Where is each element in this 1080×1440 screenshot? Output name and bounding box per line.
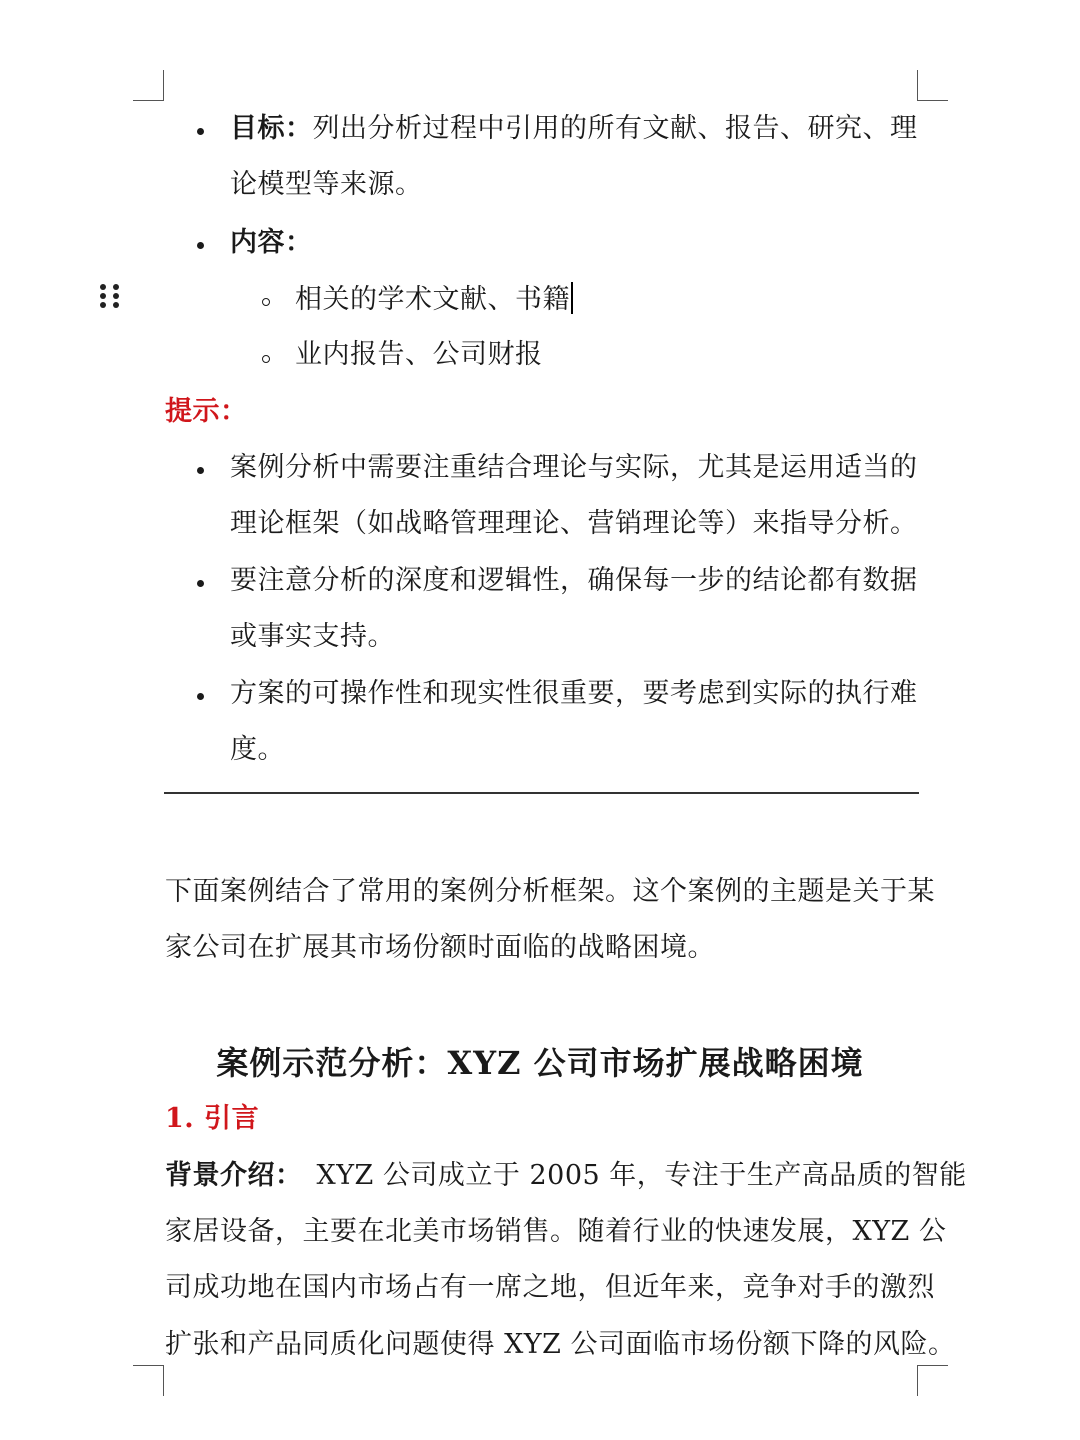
page-corner-mark-bottom-right [917, 1365, 948, 1396]
intro-line-2: 家公司在扩展其市场份额时面临的战略困境。 [165, 932, 715, 963]
case-title: 案例示范分析：XYZ 公司市场扩展战略困境 [216, 1044, 864, 1082]
tip-3-line-2: 度。 [230, 734, 285, 765]
drag-handle-icon[interactable] [100, 284, 120, 314]
background-line-4: 扩张和产品同质化问题使得 XYZ 公司面临市场份额下降的风险。 [165, 1329, 956, 1360]
goal-line-1 [230, 112, 918, 146]
page-corner-mark-top-right [917, 70, 948, 101]
tip-2-line-2: 或事实支持。 [230, 621, 395, 652]
goal-label: 目标： [230, 113, 313, 144]
tip-3-line-1: 方案的可操作性和现实性很重要，要考虑到实际的执行难 [230, 678, 918, 709]
sub-bullet-icon [262, 298, 270, 306]
page-corner-mark-bottom-left [133, 1365, 164, 1396]
intro-line-1: 下面案例结合了常用的案例分析框架。这个案例的主题是关于某 [165, 876, 935, 907]
background-line-1: 背景介绍： XYZ 公司成立于 2005 年，专注于生产高品质的智能 [165, 1160, 967, 1191]
page-corner-mark-top-left [133, 70, 164, 101]
background-line-3: 司成功地在国内市场占有一席之地，但近年来，竞争对手的激烈 [165, 1272, 935, 1303]
tip-2-line-1: 要注意分析的深度和逻辑性，确保每一步的结论都有数据 [230, 565, 918, 596]
background-line-2: 家居设备，主要在北美市场销售。随着行业的快速发展，XYZ 公 [165, 1216, 947, 1247]
goal-text: 列出分析过程中引用的所有文献、报告、研究、理 [312, 113, 918, 144]
section-1-heading: 1. 引言 [165, 1103, 260, 1134]
tips-heading: 提示： [165, 396, 248, 427]
goal-line-2: 论模型等来源。 [230, 169, 423, 200]
sub-bullet-icon [262, 355, 270, 363]
text-cursor [571, 282, 573, 314]
bullet-icon [197, 467, 204, 474]
bullet-icon [197, 693, 204, 700]
bullet-icon [197, 128, 204, 135]
tip-1-line-1: 案例分析中需要注重结合理论与实际，尤其是运用适当的 [230, 452, 918, 483]
bullet-icon [197, 580, 204, 587]
content-label: 内容： [230, 227, 313, 258]
background-label: 背景介绍： [165, 1160, 303, 1191]
bullet-icon [197, 242, 204, 249]
horizontal-divider [164, 792, 919, 794]
content-item-2: 业内报告、公司财报 [295, 339, 543, 370]
tip-1-line-2: 理论框架（如战略管理理论、营销理论等）来指导分析。 [230, 508, 918, 539]
content-item-1[interactable]: 相关的学术文献、书籍 [295, 282, 573, 317]
